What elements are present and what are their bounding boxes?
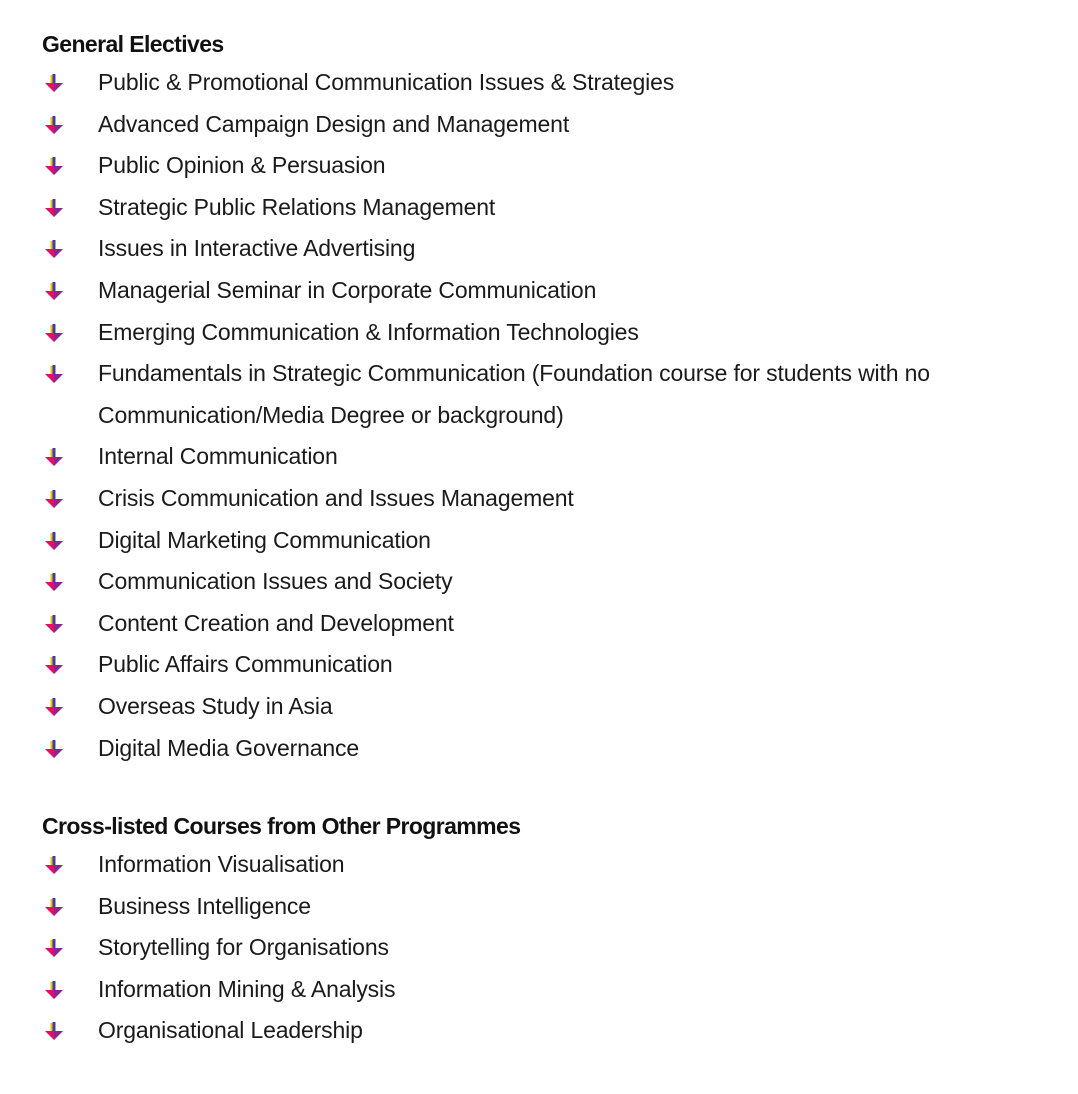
course-title: Overseas Study in Asia xyxy=(98,692,333,719)
down-arrow-bullet-icon xyxy=(42,686,98,728)
course-title: Public & Promotional Communication Issues & Strategies xyxy=(98,69,675,95)
list-item xyxy=(42,1010,1038,1052)
list-item xyxy=(42,187,1038,229)
general-electives-section xyxy=(42,28,1038,769)
course-title: Information Visualisation xyxy=(98,851,345,878)
course-title: Digital Media Governance xyxy=(98,734,360,761)
down-arrow-bullet-icon xyxy=(42,145,98,187)
down-arrow-bullet-icon xyxy=(42,104,98,146)
down-arrow-bullet-icon xyxy=(42,1010,98,1052)
list-item xyxy=(42,436,1038,478)
down-arrow-bullet-icon xyxy=(42,520,98,562)
course-title: Fundamentals in Strategic Communication (Foundation course for students with no Communication/Media Degree or background) xyxy=(98,360,930,428)
down-arrow-bullet-icon xyxy=(42,187,98,229)
down-arrow-bullet-icon xyxy=(42,603,98,645)
course-title: Internal Communication xyxy=(98,443,338,470)
list-item xyxy=(42,686,1038,728)
list-item xyxy=(42,969,1038,1011)
course-title: Emerging Communication & Information Technologies xyxy=(98,318,639,345)
course-title: Digital Marketing Communication xyxy=(98,526,431,553)
course-title: Crisis Communication and Issues Management xyxy=(98,484,574,511)
down-arrow-bullet-icon xyxy=(42,927,98,969)
down-arrow-bullet-icon xyxy=(42,886,98,928)
down-arrow-bullet-icon xyxy=(42,478,98,520)
course-title: Information Mining & Analysis xyxy=(98,975,396,1002)
list-item xyxy=(42,603,1038,645)
down-arrow-bullet-icon xyxy=(42,969,98,1011)
list-item xyxy=(42,844,1038,886)
course-title: Advanced Campaign Design and Management xyxy=(98,110,570,137)
course-title: Strategic Public Relations Management xyxy=(98,193,496,220)
list-item xyxy=(42,644,1038,686)
down-arrow-bullet-icon xyxy=(42,353,98,395)
down-arrow-bullet-icon xyxy=(42,270,98,312)
course-title: Communication Issues and Society xyxy=(98,568,453,595)
down-arrow-bullet-icon xyxy=(42,561,98,603)
down-arrow-bullet-icon xyxy=(42,62,98,104)
course-title: Managerial Seminar in Corporate Communication xyxy=(98,276,597,303)
down-arrow-bullet-icon xyxy=(42,844,98,886)
cross-listed-section xyxy=(42,810,1038,1052)
general-electives-list xyxy=(42,62,1038,769)
down-arrow-bullet-icon xyxy=(42,436,98,478)
list-item xyxy=(42,228,1038,270)
down-arrow-bullet-icon xyxy=(42,728,98,770)
list-item xyxy=(42,728,1038,770)
section-heading-general-electives: General Electives xyxy=(42,31,224,57)
list-item xyxy=(42,270,1038,312)
list-item xyxy=(42,62,1038,104)
down-arrow-bullet-icon xyxy=(42,312,98,354)
list-item xyxy=(42,886,1038,928)
list-item xyxy=(42,561,1038,603)
list-item xyxy=(42,478,1038,520)
down-arrow-bullet-icon xyxy=(42,644,98,686)
course-title: Public Affairs Communication xyxy=(98,651,393,678)
list-item xyxy=(42,520,1038,562)
down-arrow-bullet-icon xyxy=(42,228,98,270)
course-title: Storytelling for Organisations xyxy=(98,934,389,961)
course-title: Organisational Leadership xyxy=(98,1017,363,1044)
list-item xyxy=(42,145,1038,187)
course-title: Content Creation and Development xyxy=(98,609,454,636)
list-item xyxy=(42,104,1038,146)
cross-listed-list xyxy=(42,844,1038,1052)
list-item xyxy=(42,927,1038,969)
course-title: Issues in Interactive Advertising xyxy=(98,235,416,262)
list-item xyxy=(42,353,1038,436)
section-heading-cross-listed: Cross-listed Courses from Other Programmes xyxy=(42,813,521,840)
list-item xyxy=(42,312,1038,354)
course-title: Business Intelligence xyxy=(98,892,311,919)
course-title: Public Opinion & Persuasion xyxy=(98,152,386,179)
